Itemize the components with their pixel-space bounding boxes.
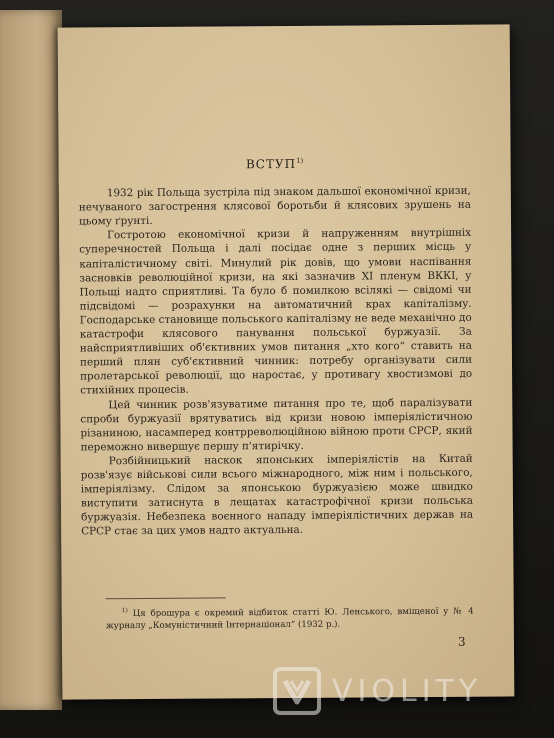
footnote-divider [106,597,226,599]
book-page [58,24,515,699]
footnote [106,603,474,632]
page-heading [79,153,471,173]
paragraph-3: Цей чинник розв'язуватиме питання про те, щоб паралізувати спроби буржуазії врятуватись від кризи новою імперіялістичною різаниною, насамперед контрреволюційною війною проти СРСР, який переможно вивершує першу п'ятирічку. [80,396,473,454]
paragraph-1: 1932 рік Польща зустріла під знаком дальшої економічної кризи, нечуваного загострення клясової боротьби й клясових зрушень на цьому ґрунті. [78,184,471,228]
watermark-text: VIOLITY [332,673,483,709]
watermark [272,666,542,716]
violity-logo-icon [272,666,322,716]
footnote-text: Ця брошура є окремий відбиток статті Ю. Ленського, вміщеної у № 4 журналу „Комуністичний Інтернаціонал“ (1932 р.). [105,606,474,632]
footnote-marker: 1) [121,607,128,615]
heading-text: ВСТУП [245,156,297,172]
page-number: 3 [457,634,466,649]
heading-footnote-marker: 1) [296,156,304,165]
paragraph-2: Гостротою економічної кризи й напруженням внутрішніх суперечностей Польща і далі посідає одне з перших місць у капіталістичному світі. Минулий рік довів, що умови наспівання засновків революційної кризи, на які зазначив XI пленум ВККІ, у Польщі надто сприятливі. Та було б помилкою всілякі — свідомі чи підсвідомі — розрахунки на автоматичний крах капіталізму. Господарське становище польського капіталізму не веде механічно до катастрофи клясового панування польської буржуазії. За найсприятливіших об'єктивних умов питання „хто кого“ ставить на перший плян суб'єктивний чинник: потребу організувати сили пролетарської революції, що наростає, у противагу хвостизмові до стихійних процесів. [79,227,473,397]
paragraph-4: Розбійницький наскок японських імперіялістів на Китай розв'язує військові сили всього міжнародного, між ним і польського, імперіялізму. Слідом за японською буржуазією може швидко виступити затиснута в лещатах катастрофічної кризи польська буржуазія. Небезпека воєнного нападу імперіялістичних держав на СРСР стає за цих умов надто актуальна. [80,452,474,538]
left-page-edge [0,10,62,710]
page-text [79,153,474,539]
